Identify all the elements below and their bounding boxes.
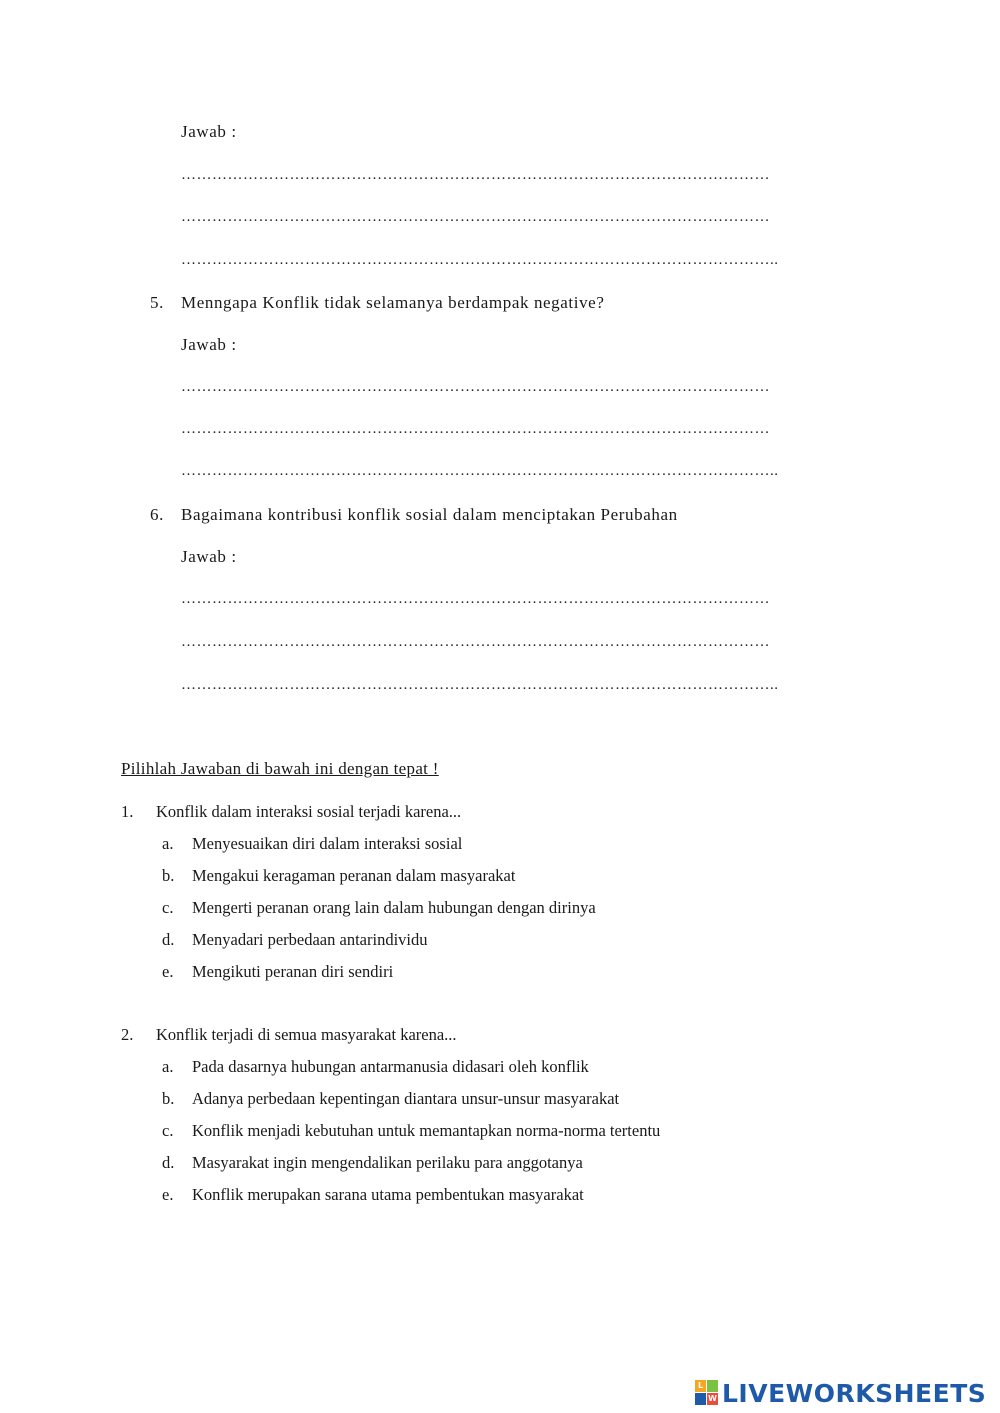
answer-line[interactable]: …………………………………………………………………………………………………… [181, 591, 770, 607]
mcq-question: Konflik dalam interaksi sosial terjadi karena... [156, 802, 462, 821]
option-letter[interactable]: d. [162, 1153, 175, 1172]
answer-label: Jawab : [181, 547, 237, 566]
essay-question-text: Bagaimana kontribusi konflik sosial dalam menciptakan Perubahan [181, 505, 678, 524]
option-text[interactable]: Mengakui keragaman peranan dalam masyarakat [192, 866, 516, 885]
logo-square-orange: L [695, 1380, 706, 1392]
option-letter[interactable]: c. [162, 898, 174, 917]
option-text[interactable]: Adanya perbedaan kepentingan diantara unsur-unsur masyarakat [192, 1089, 620, 1108]
mcq-number: 2. [121, 1025, 134, 1044]
option-letter[interactable]: a. [162, 1057, 174, 1076]
option-text[interactable]: Menyadari perbedaan antarindividu [192, 930, 428, 949]
section-instruction: Pilihlah Jawaban di bawah ini dengan tepat ! [121, 759, 439, 778]
logo-square-green [707, 1380, 718, 1392]
mcq-number: 1. [121, 802, 134, 821]
essay-question-number: 6. [150, 505, 164, 524]
option-letter[interactable]: a. [162, 834, 174, 853]
option-text[interactable]: Konflik menjadi kebutuhan untuk memantapkan norma-norma tertentu [192, 1121, 661, 1140]
option-letter[interactable]: c. [162, 1121, 174, 1140]
answer-label: Jawab : [181, 122, 237, 141]
answer-line[interactable]: …………………………………………………………………………………………………… [181, 379, 770, 395]
mcq-question: Konflik terjadi di semua masyarakat karena... [156, 1025, 457, 1044]
answer-line[interactable]: …………………………………………………………………………………………………… [181, 167, 770, 183]
option-text[interactable]: Mengikuti peranan diri sendiri [192, 962, 394, 981]
answer-label: Jawab : [181, 335, 237, 354]
option-letter[interactable]: b. [162, 866, 175, 885]
answer-line[interactable]: …………………………………………………………………………………………………… [181, 634, 770, 650]
answer-line[interactable]: …………………………………………………………………………………………………….. [181, 677, 779, 693]
option-text[interactable]: Masyarakat ingin mengendalikan perilaku para anggotanya [192, 1153, 583, 1172]
option-text[interactable]: Mengerti peranan orang lain dalam hubungan dengan dirinya [192, 898, 596, 917]
option-letter[interactable]: e. [162, 962, 174, 981]
logo-square-red: W [708, 1394, 717, 1403]
option-letter[interactable]: d. [162, 930, 175, 949]
option-text[interactable]: Pada dasarnya hubungan antarmanusia didasari oleh konflik [192, 1057, 589, 1076]
answer-line[interactable]: …………………………………………………………………………………………………….. [181, 463, 779, 479]
logo-square-blue [695, 1393, 706, 1405]
option-letter[interactable]: e. [162, 1185, 174, 1204]
essay-question-text: Menngapa Konflik tidak selamanya berdampak negative? [181, 293, 605, 312]
option-text[interactable]: Menyesuaikan diri dalam interaksi sosial [192, 834, 463, 853]
answer-line[interactable]: …………………………………………………………………………………………………….. [181, 252, 779, 268]
essay-question-number: 5. [150, 293, 164, 312]
option-text[interactable]: Konflik merupakan sarana utama pembentukan masyarakat [192, 1185, 584, 1204]
answer-line[interactable]: …………………………………………………………………………………………………… [181, 209, 770, 225]
liveworksheets-logo-icon [695, 1380, 719, 1406]
option-letter[interactable]: b. [162, 1089, 175, 1108]
liveworksheets-logo[interactable] [695, 1378, 986, 1408]
answer-line[interactable]: …………………………………………………………………………………………………… [181, 421, 770, 437]
logo-text: LIVEWORKSHEETS [722, 1378, 987, 1408]
